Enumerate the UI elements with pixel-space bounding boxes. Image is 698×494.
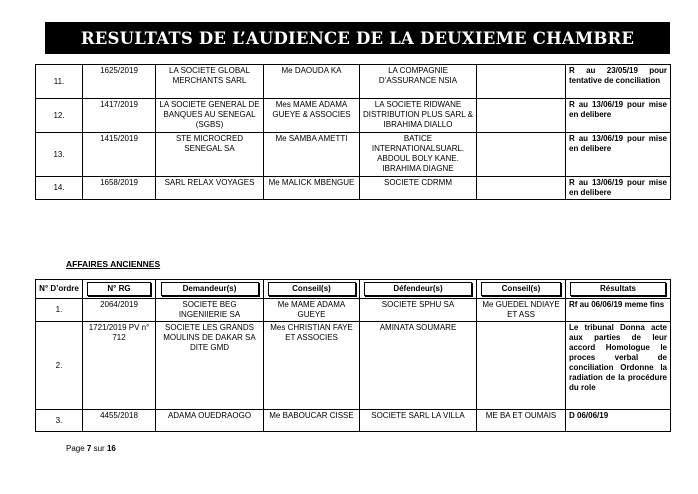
conseil2-cell: ME BA ET OUMAIS bbox=[477, 410, 566, 432]
conseil1-cell: Me MAME ADAMA GUEYE bbox=[264, 299, 360, 322]
demandeur-cell: SOCIETE LES GRANDS MOULINS DE DAKAR SA DITE GMD bbox=[156, 322, 264, 410]
resultat-cell: R au 13/06/19 pour mise en delibere bbox=[566, 133, 671, 177]
page-footer bbox=[66, 444, 116, 453]
table-row bbox=[36, 133, 671, 177]
resultat-cell: R au 13/06/19 pour mise en delibere bbox=[566, 99, 671, 133]
defendeur-cell: SOCIETE SPHU SA bbox=[360, 299, 477, 322]
header-conseil2 bbox=[477, 280, 566, 299]
defendeur-cell: LA SOCIETE RIDWANE DISTRIBUTION PLUS SARL & IBRAHIMA DIALLO bbox=[360, 99, 477, 133]
conseil2-cell bbox=[477, 99, 566, 133]
defendeur-cell: SOCIETE SARL LA VILLA bbox=[360, 410, 477, 432]
section-title-affaires-anciennes: AFFAIRES ANCIENNES bbox=[66, 259, 161, 269]
conseil1-cell: Me DAOUDA KA bbox=[264, 65, 360, 99]
rg-cell: 1658/2019 bbox=[83, 177, 156, 200]
header-rg-label: N° RG bbox=[87, 282, 151, 296]
table-row bbox=[36, 322, 671, 410]
demandeur-cell: LA SOCIETE GENERAL DE BANQUES AU SENEGAL (SGBS) bbox=[156, 99, 264, 133]
row-number: 13. bbox=[36, 133, 83, 177]
table-row bbox=[36, 65, 671, 99]
conseil1-cell: Mes MAME ADAMA GUEYE & ASSOCIES bbox=[264, 99, 360, 133]
conseil1-cell: Me BABOUCAR CISSE bbox=[264, 410, 360, 432]
row-number: 11. bbox=[36, 65, 83, 99]
header-defendeur-label: Défendeur(s) bbox=[364, 282, 472, 296]
header-rg bbox=[83, 280, 156, 299]
header-conseil1 bbox=[264, 280, 360, 299]
footer-total: 16 bbox=[106, 444, 116, 453]
header-resultat bbox=[566, 280, 671, 299]
row-number: 14. bbox=[36, 177, 83, 200]
rg-cell: 2064/2019 bbox=[83, 299, 156, 322]
demandeur-cell: ADAMA OUEDRAOGO bbox=[156, 410, 264, 432]
resultat-cell: D 06/06/19 bbox=[566, 410, 671, 432]
conseil2-cell: Me GUEDEL NDIAYE ET ASS bbox=[477, 299, 566, 322]
header-num: N° D’ordre bbox=[36, 280, 83, 299]
demandeur-cell: STE MICROCRED SENEGAL SA bbox=[156, 133, 264, 177]
demandeur-cell: LA SOCIETE GLOBAL MERCHANTS SARL bbox=[156, 65, 264, 99]
conseil1-cell: Me MALICK MBENGUE bbox=[264, 177, 360, 200]
resultat-cell: R au 13/06/19 pour mise en delibere bbox=[566, 177, 671, 200]
conseil2-cell bbox=[477, 177, 566, 200]
demandeur-cell: SOCIETE BEG INGENIIERIE SA bbox=[156, 299, 264, 322]
defendeur-cell: BATICE INTERNATIONALSUARL. ABDOUL BOLY KANE. IBRAHIMA DIAGNE bbox=[360, 133, 477, 177]
page-banner-title: RESULTATS DE L’AUDIENCE DE LA DEUXIEME CHAMBRE bbox=[45, 22, 670, 54]
defendeur-cell: AMINATA SOUMARE bbox=[360, 322, 477, 410]
table-row bbox=[36, 177, 671, 200]
header-defendeur bbox=[360, 280, 477, 299]
rg-cell: 1721/2019 PV n° 712 bbox=[83, 322, 156, 410]
rg-cell: 4455/2018 bbox=[83, 410, 156, 432]
rg-cell: 1625/2019 bbox=[83, 65, 156, 99]
table-row bbox=[36, 99, 671, 133]
row-number: 12. bbox=[36, 99, 83, 133]
conseil2-cell bbox=[477, 322, 566, 410]
resultat-cell: R au 23/05/19 pour tentative de conciliation bbox=[566, 65, 671, 99]
conseil2-cell bbox=[477, 133, 566, 177]
footer-prefix: Page bbox=[66, 444, 85, 453]
table-row bbox=[36, 410, 671, 432]
conseil2-cell bbox=[477, 65, 566, 99]
rg-cell: 1417/2019 bbox=[83, 99, 156, 133]
defendeur-cell: LA COMPAGNIE D’ASSURANCE NSIA bbox=[360, 65, 477, 99]
header-conseil2-label: Conseil(s) bbox=[481, 282, 561, 296]
demandeur-cell: SARL RELAX VOYAGES bbox=[156, 177, 264, 200]
defendeur-cell: SOCIETE CDRMM bbox=[360, 177, 477, 200]
results-table-old-cases bbox=[35, 279, 671, 432]
header-demandeur-label: Demandeur(s) bbox=[161, 282, 259, 296]
rg-cell: 1415/2019 bbox=[83, 133, 156, 177]
table-row bbox=[36, 299, 671, 322]
footer-page: 7 bbox=[86, 444, 92, 453]
conseil1-cell: Me SAMBA AMETTI bbox=[264, 133, 360, 177]
table-header-row bbox=[36, 280, 671, 299]
row-number: 1. bbox=[36, 299, 83, 322]
header-conseil1-label: Conseil(s) bbox=[268, 282, 356, 296]
resultat-cell: Rf au 06/06/19 meme fins bbox=[566, 299, 671, 322]
row-number: 3. bbox=[36, 410, 83, 432]
results-table-current bbox=[35, 64, 671, 200]
header-resultat-label: Résultats bbox=[570, 282, 666, 296]
resultat-cell: Le tribunal Donna acte aux parties de leur accord Homologue le proces verbal de conciliation Ordonne la radiation de la procédure du role bbox=[566, 322, 671, 410]
conseil1-cell: Mes CHRISTIAN FAYE ET ASSOCIES bbox=[264, 322, 360, 410]
row-number: 2. bbox=[36, 322, 83, 410]
header-demandeur bbox=[156, 280, 264, 299]
footer-sep: sur bbox=[93, 444, 105, 453]
